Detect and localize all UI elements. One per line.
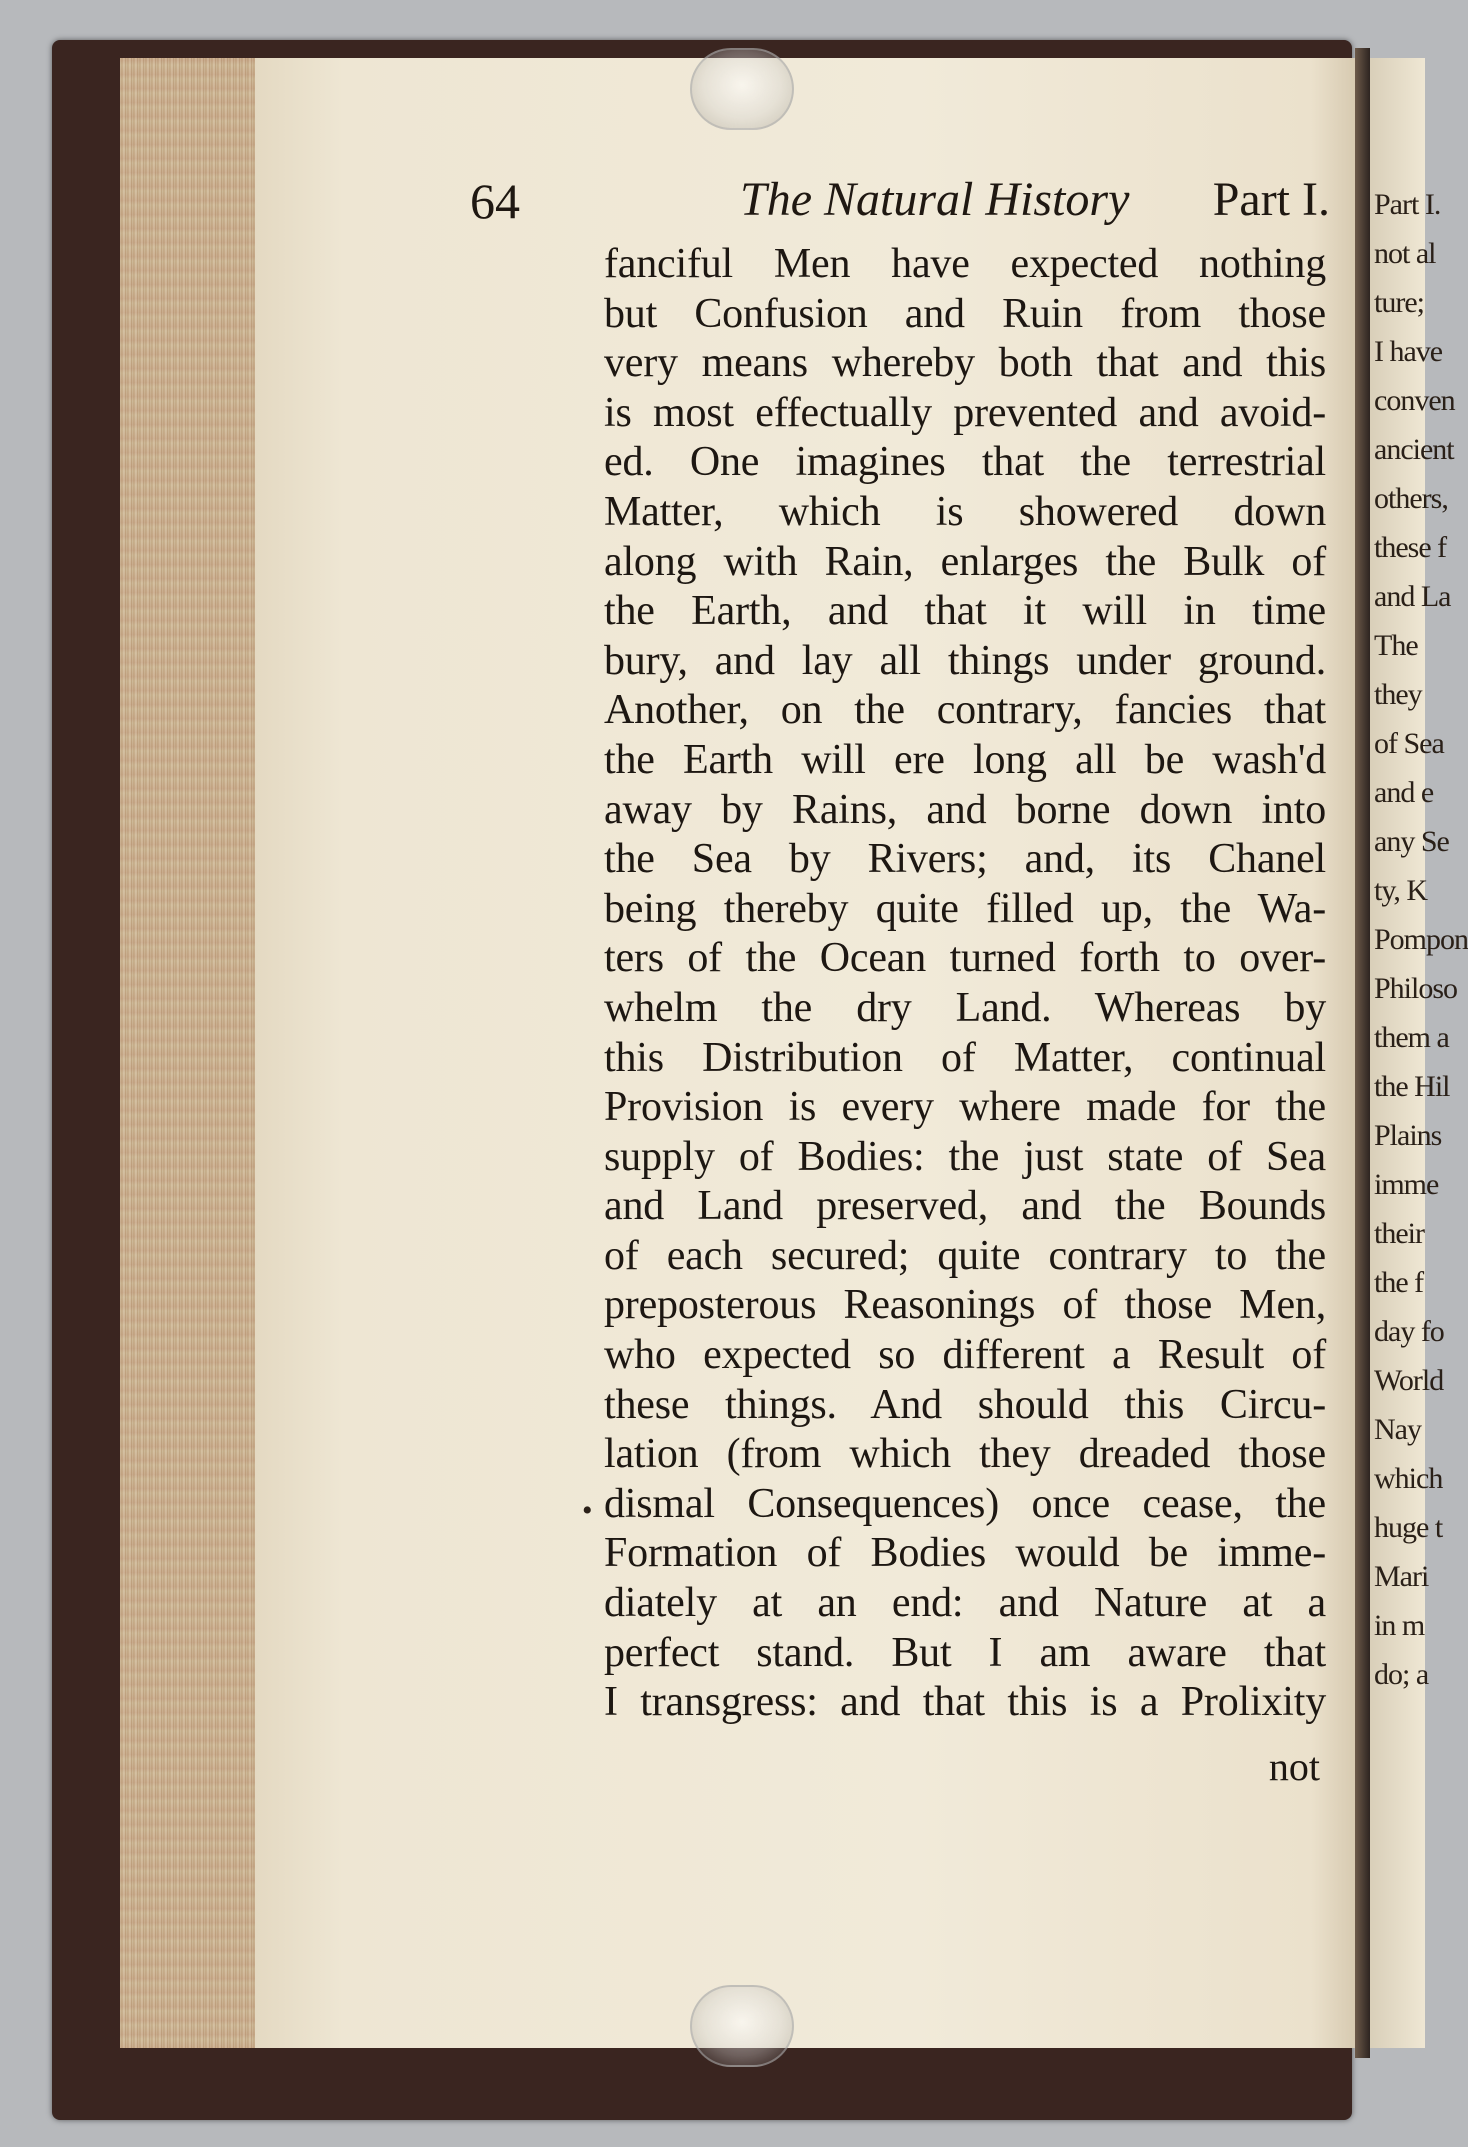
text-line: perfect stand. But I am aware that (604, 1629, 1326, 1676)
facing-page-fragment: do; a (1374, 1658, 1429, 1691)
facing-page-fragment: Philoso (1374, 972, 1458, 1005)
text-line: dismal Consequences) once cease, the (604, 1480, 1326, 1527)
text-line: the Sea by Rivers; and, its Chanel (604, 836, 1326, 883)
facing-page-fragment: I have (1374, 335, 1443, 368)
text-line: I transgress: and that this is a Prolixity (604, 1679, 1326, 1726)
facing-page-fragment: and La (1374, 580, 1451, 613)
facing-page-fragment: in m (1374, 1609, 1425, 1642)
facing-page-fragment: The (1374, 629, 1418, 662)
text-line: supply of Bodies: the just state of Sea (604, 1133, 1326, 1180)
facing-page-fragment: these f (1374, 531, 1447, 564)
top-page-clip (690, 48, 794, 130)
text-line: away by Rains, and borne down into (604, 786, 1326, 833)
text-line: diately at an end: and Nature at a (604, 1580, 1326, 1627)
facing-page-fragment: World (1374, 1364, 1444, 1397)
text-line: this Distribution of Matter, continual (604, 1034, 1326, 1081)
text-line: along with Rain, enlarges the Bulk of (604, 538, 1326, 585)
margin-mark: • (582, 1494, 593, 1527)
book-gutter (1355, 48, 1370, 2058)
facing-page-fragment: the Hil (1374, 1070, 1450, 1103)
facing-page-fragment: imme (1374, 1168, 1439, 1201)
text-line: Formation of Bodies would be imme- (604, 1530, 1326, 1577)
facing-page-fragment: them a (1374, 1021, 1449, 1054)
text-line: bury, and lay all things under ground. (604, 637, 1326, 684)
text-line: ed. One imagines that the terrestrial (604, 439, 1326, 486)
facing-page-fragment: and e (1374, 776, 1434, 809)
facing-page-fragment: ture; (1374, 286, 1424, 319)
facing-page-fragment: any Se (1374, 825, 1449, 858)
text-line: the Earth, and that it will in time (604, 588, 1326, 635)
facing-page-fragment: they (1374, 678, 1422, 711)
page-number: 64 (470, 173, 520, 229)
text-line: preposterous Reasonings of those Men, (604, 1282, 1326, 1329)
text-line: Matter, which is showered down (604, 488, 1326, 535)
facing-page-fragment: conven (1374, 384, 1455, 417)
facing-page-fragment: huge t (1374, 1511, 1443, 1544)
facing-page-fragment: Part I. (1374, 188, 1441, 221)
bottom-page-clip (690, 1985, 794, 2067)
facing-page-fragment: of Sea (1374, 727, 1444, 760)
text-line: Provision is every where made for the (604, 1084, 1326, 1131)
facing-page-fragment: day fo (1374, 1315, 1444, 1348)
text-line: ters of the Ocean turned forth to over- (604, 935, 1326, 982)
facing-page-fragment: Pompon (1374, 923, 1468, 956)
text-line: lation (from which they dreaded those (604, 1431, 1326, 1478)
facing-page-fragment: ty, K (1374, 874, 1428, 907)
part-label: Part I. (1212, 173, 1330, 226)
page-edges-stain (120, 58, 260, 2048)
text-line: of each secured; quite contrary to the (604, 1232, 1326, 1279)
text-line: Another, on the contrary, fancies that (604, 687, 1326, 734)
text-line: who expected so different a Result of (604, 1332, 1326, 1379)
facing-page-fragment: Mari (1374, 1560, 1429, 1593)
text-line: is most effectually prevented and avoid- (604, 389, 1326, 436)
facing-page-fragment: not al (1374, 237, 1436, 270)
text-line: fanciful Men have expected nothing (604, 241, 1326, 287)
text-line: the Earth will ere long all be wash'd (604, 736, 1326, 783)
text-line: very means whereby both that and this (604, 340, 1326, 387)
facing-page-fragment: others, (1374, 482, 1448, 515)
body-text (604, 240, 1326, 1728)
facing-page-fragment: which (1374, 1462, 1443, 1495)
facing-page-fragment: Plains (1374, 1119, 1442, 1152)
facing-page (1370, 58, 1468, 2048)
running-title: The Natural History (740, 173, 1130, 226)
facing-page-fragment: their (1374, 1217, 1424, 1250)
catchword: not (1268, 1744, 1320, 1789)
facing-page-fragment: ancient (1374, 433, 1454, 466)
page-header (470, 172, 1330, 242)
text-line: these things. And should this Circu- (604, 1381, 1326, 1428)
text-line: but Confusion and Ruin from those (604, 290, 1326, 337)
text-line: being thereby quite filled up, the Wa- (604, 885, 1326, 932)
facing-page-fragment: the f (1374, 1266, 1424, 1299)
text-line: whelm the dry Land. Whereas by (604, 984, 1326, 1031)
facing-page-fragment: Nay (1374, 1413, 1421, 1446)
text-line: and Land preserved, and the Bounds (604, 1183, 1326, 1230)
